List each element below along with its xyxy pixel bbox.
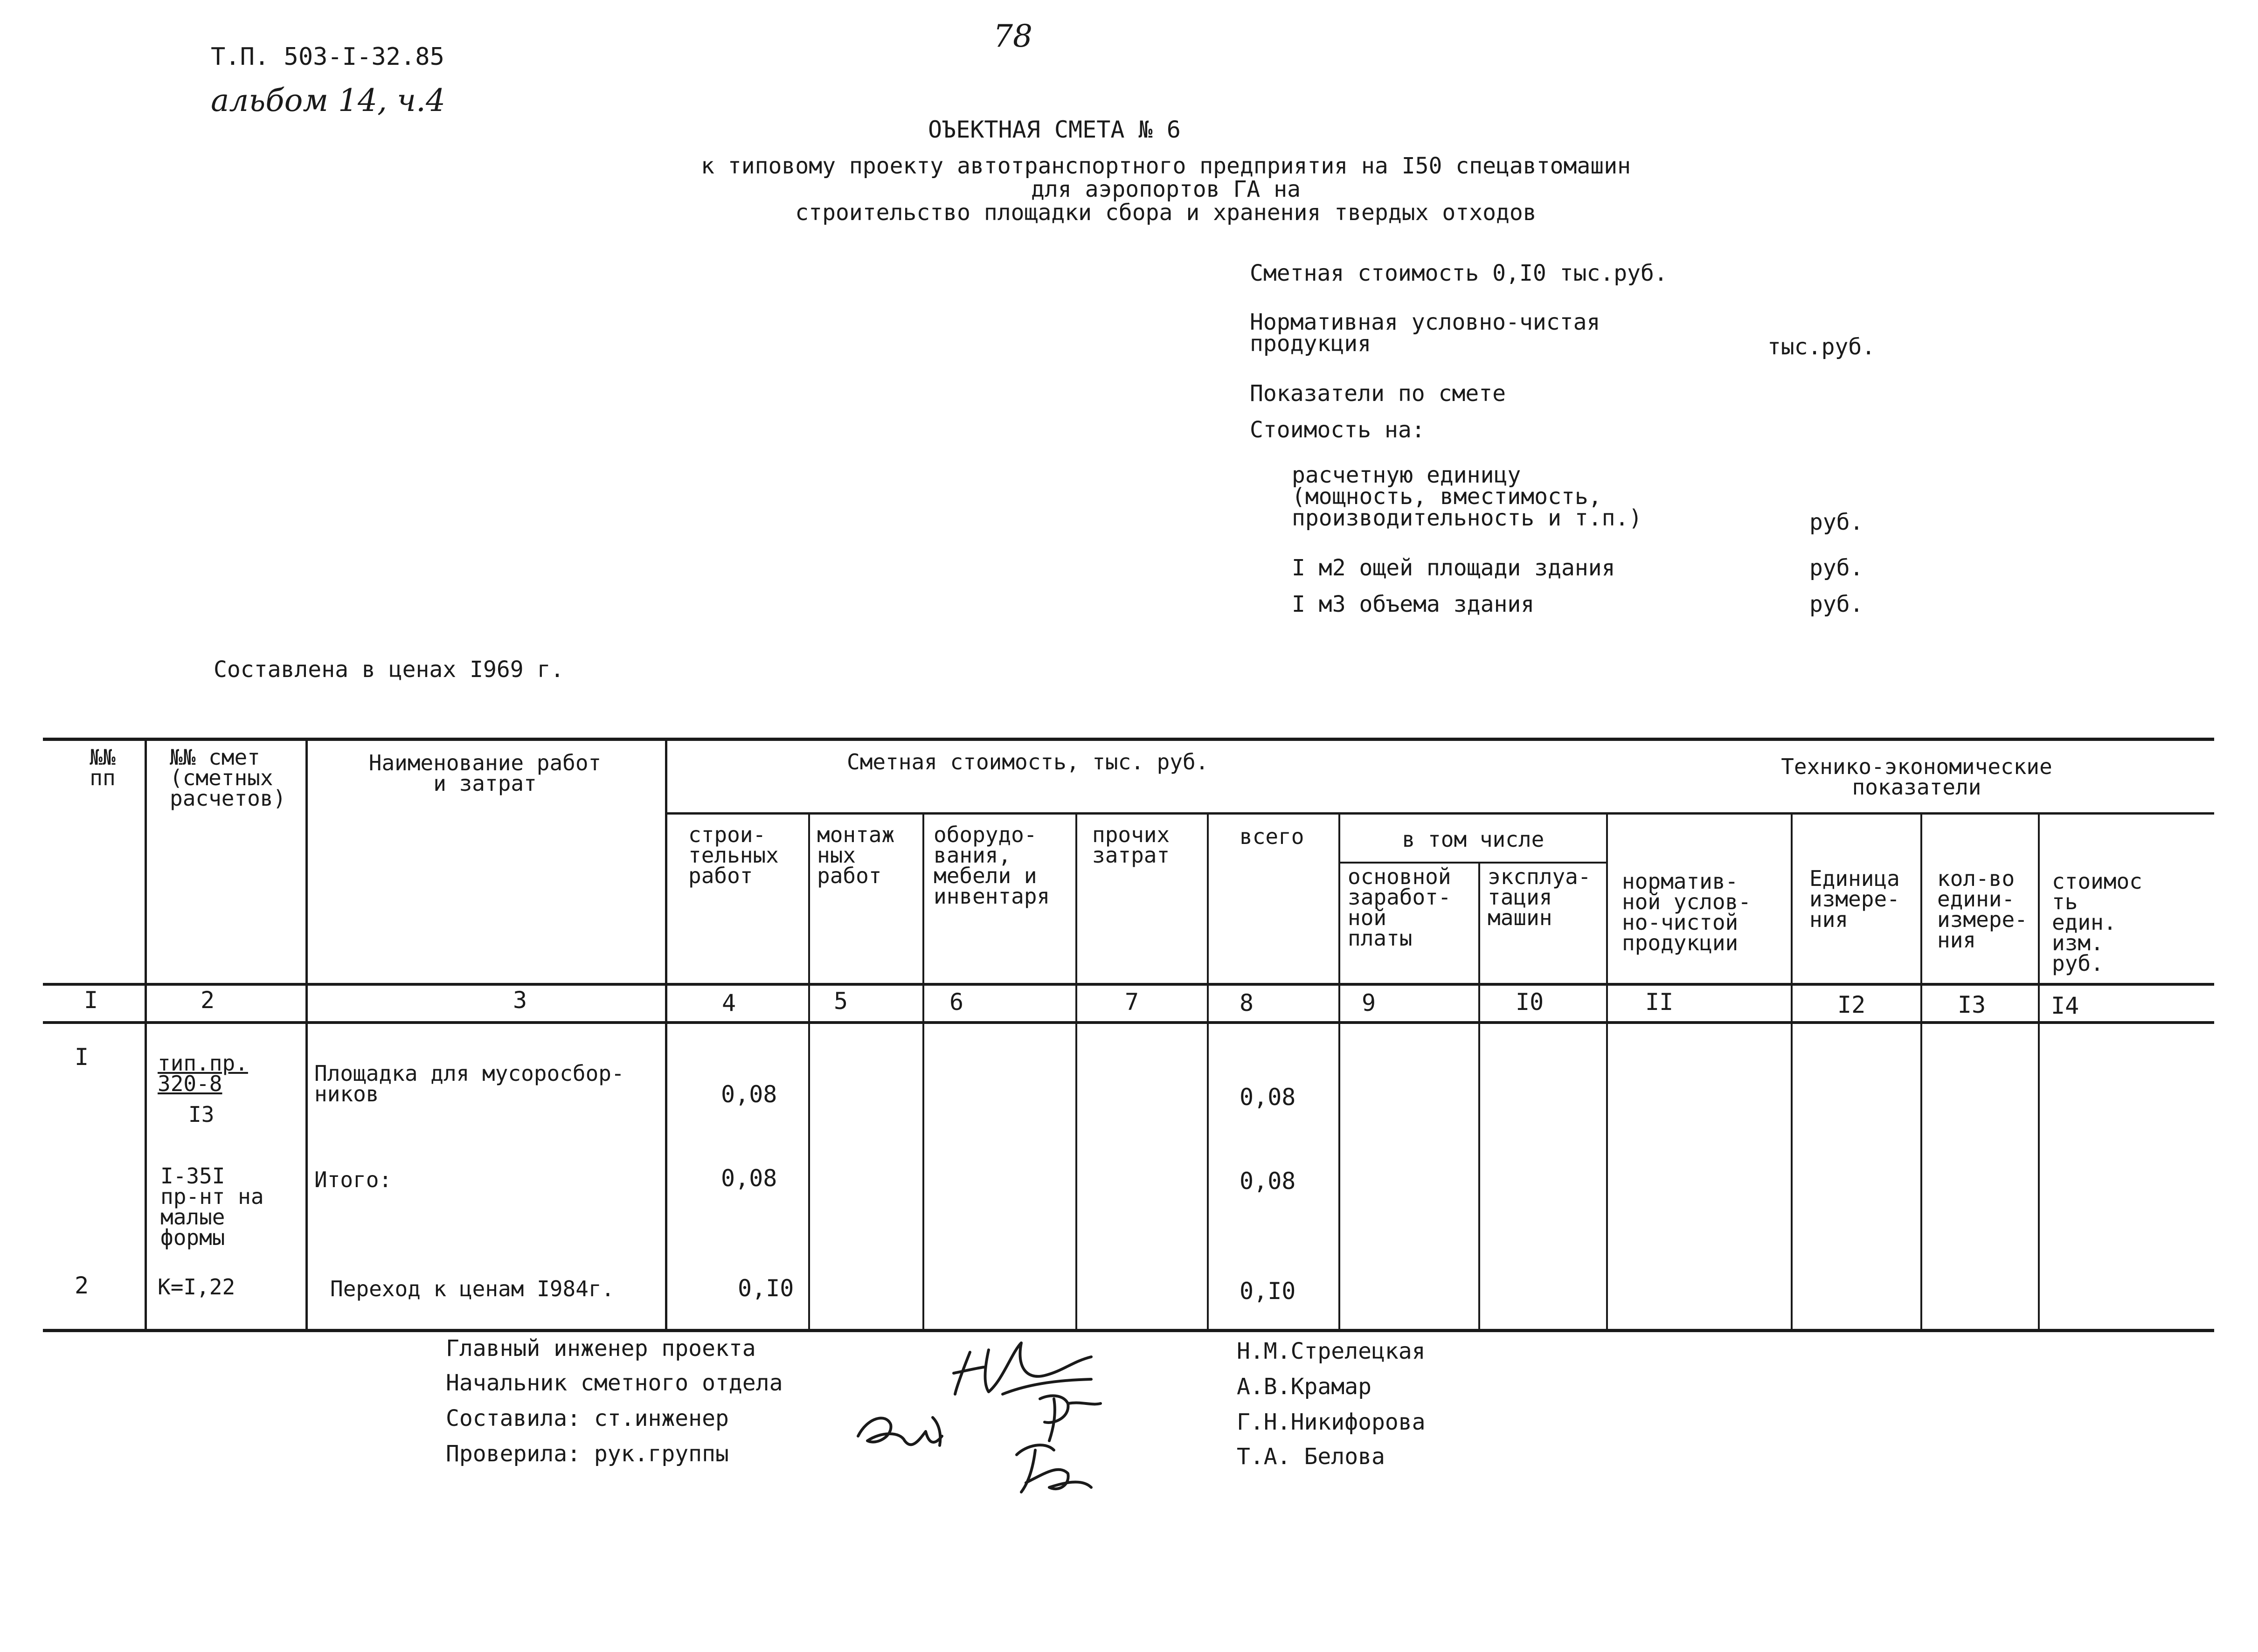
unit-cost-label: расчетную единицу (мощность, вместимость, производительность и т.п.) [1292, 462, 1642, 531]
colnum-5: 5 [834, 988, 848, 1015]
prices-note: Составлена в ценах I969 г. [214, 657, 564, 683]
signature-name-3: Г.Н.Никифорова [1237, 1409, 1426, 1435]
volume-cost-unit: руб. [1809, 591, 1863, 617]
header-wages: основной заработ- ной платы [1348, 864, 1451, 951]
table-top-border [43, 738, 2214, 741]
row-1-name: Площадка для мусоросбор- ников [314, 1061, 624, 1106]
header-tech-group: Технико-экономические показатели [1781, 754, 2052, 800]
indicators-label: Показатели по смете [1250, 380, 1506, 407]
estimated-cost: Сметная стоимость 0,I0 тыс.руб. [1250, 260, 1668, 286]
colnum-13: I3 [1958, 991, 1986, 1018]
table-subheader-line [666, 812, 2214, 815]
row-2-name: Итого: [314, 1167, 392, 1192]
colnum-10: I0 [1516, 988, 1544, 1016]
signature-name-2: А.В.Крамар [1237, 1374, 1371, 1400]
col-divider-8 [1338, 814, 1340, 1330]
colnum-1: I [84, 987, 98, 1014]
document-code: Т.П. 503-I-32.85 [211, 43, 444, 71]
area-cost-label: I м2 ощей площади здания [1292, 555, 1615, 581]
header-other: прочих затрат [1092, 822, 1170, 868]
handwritten-signatures [849, 1324, 1222, 1520]
normative-products-label: Нормативная условно-чистая продукция [1250, 309, 1600, 357]
header-total: всего [1240, 824, 1304, 849]
page-number: 78 [993, 18, 1032, 54]
row-3-construction: 0,I0 [738, 1275, 794, 1302]
col-divider-12 [1920, 814, 1922, 1330]
header-unit: Единица измере- ния [1809, 866, 1900, 932]
normative-products-unit: тыс.руб. [1767, 334, 1876, 360]
header-including: в том числе [1402, 827, 1545, 852]
table-header-bottom [43, 983, 2214, 986]
colnum-12: I2 [1837, 991, 1866, 1018]
row-2-construction: 0,08 [721, 1165, 777, 1192]
subtitle-line-1: к типовому проекту автотранспортного предприятия на I50 спецавтомашин [701, 153, 1631, 179]
row-1-estimate-sub: I3 [188, 1102, 215, 1127]
signature-name-4: Т.А. Белова [1237, 1444, 1385, 1470]
document-title: ОЪЕКТНАЯ СМЕТА № 6 [928, 116, 1181, 143]
header-cost-group: Сметная стоимость, тыс. руб. [847, 749, 1209, 774]
header-num: №№ пп [90, 745, 116, 790]
signature-role-3: Составила: ст.инженер [446, 1405, 729, 1431]
col-divider-7 [1207, 814, 1209, 1330]
colnum-3: 3 [513, 987, 527, 1014]
row-1-construction: 0,08 [721, 1081, 777, 1108]
colnum-8: 8 [1240, 989, 1254, 1016]
signature-name-1: Н.М.Стрелецкая [1237, 1338, 1426, 1364]
header-construction: строи- тельных работ [688, 822, 779, 888]
cost-on-label: Стоимость на: [1250, 417, 1425, 443]
header-installation: монтаж ных работ [817, 822, 895, 888]
signature-role-2: Начальник сметного отдела [446, 1370, 783, 1396]
subtitle-line-2: для аэропортов ГА на [1031, 176, 1301, 202]
signature-role-4: Проверила: рук.группы [446, 1441, 729, 1467]
col-divider-2 [305, 740, 308, 1330]
row-1-estimate: тип.пр. 320-8 [158, 1051, 248, 1096]
colnum-4: 4 [722, 989, 736, 1016]
row-1-total: 0,08 [1240, 1084, 1296, 1111]
col-divider-10 [1606, 814, 1608, 1330]
colnum-6: 6 [949, 988, 964, 1016]
table-incl-line [1339, 862, 1607, 864]
col-divider-1 [145, 740, 147, 1330]
header-estimates: №№ смет (сметных расчетов) [170, 745, 286, 811]
header-name: Наименование работ и затрат [368, 750, 602, 796]
col-divider-11 [1791, 814, 1793, 1330]
row-3-num: 2 [75, 1272, 89, 1299]
header-unit-cost: стоимос ть един. изм. руб. [2052, 869, 2142, 976]
colnum-7: 7 [1125, 988, 1139, 1016]
row-3-total: 0,I0 [1240, 1278, 1296, 1305]
colnum-2: 2 [201, 987, 215, 1014]
header-quantity: кол-во едини- измере- ния [1937, 866, 2028, 953]
col-divider-13 [2038, 814, 2040, 1330]
unit-cost-unit: руб. [1809, 509, 1863, 535]
colnum-14: I4 [2051, 992, 2079, 1019]
album-note: альбом 14, ч.4 [211, 83, 445, 118]
volume-cost-label: I м3 объема здания [1292, 591, 1535, 617]
row-3-estimate: К=I,22 [158, 1274, 235, 1299]
row-1-num: I [75, 1044, 89, 1071]
col-divider-3 [665, 740, 667, 1330]
header-machines: эксплуа- тация машин [1488, 864, 1591, 930]
row-2-estimate: I-35I пр-нт на малые формы [160, 1163, 264, 1250]
colnum-9: 9 [1362, 989, 1376, 1016]
col-divider-9 [1478, 863, 1480, 1330]
colnum-11: II [1645, 988, 1674, 1016]
col-divider-5 [922, 814, 924, 1330]
header-normative: норматив- ной услов- но-чистой продукции [1622, 869, 1751, 955]
subtitle-line-3: строительство площадки сбора и хранения твердых отходов [795, 200, 1537, 226]
table-colnum-bottom [43, 1021, 2214, 1024]
col-divider-4 [808, 814, 810, 1330]
header-equipment: оборудо- вания, мебели и инвентаря [934, 822, 1050, 909]
col-divider-6 [1075, 814, 1077, 1330]
row-3-name: Переход к ценам I984г. [330, 1276, 615, 1301]
signature-role-1: Главный инженер проекта [446, 1335, 756, 1362]
area-cost-unit: руб. [1809, 555, 1863, 581]
row-2-total: 0,08 [1240, 1168, 1296, 1195]
